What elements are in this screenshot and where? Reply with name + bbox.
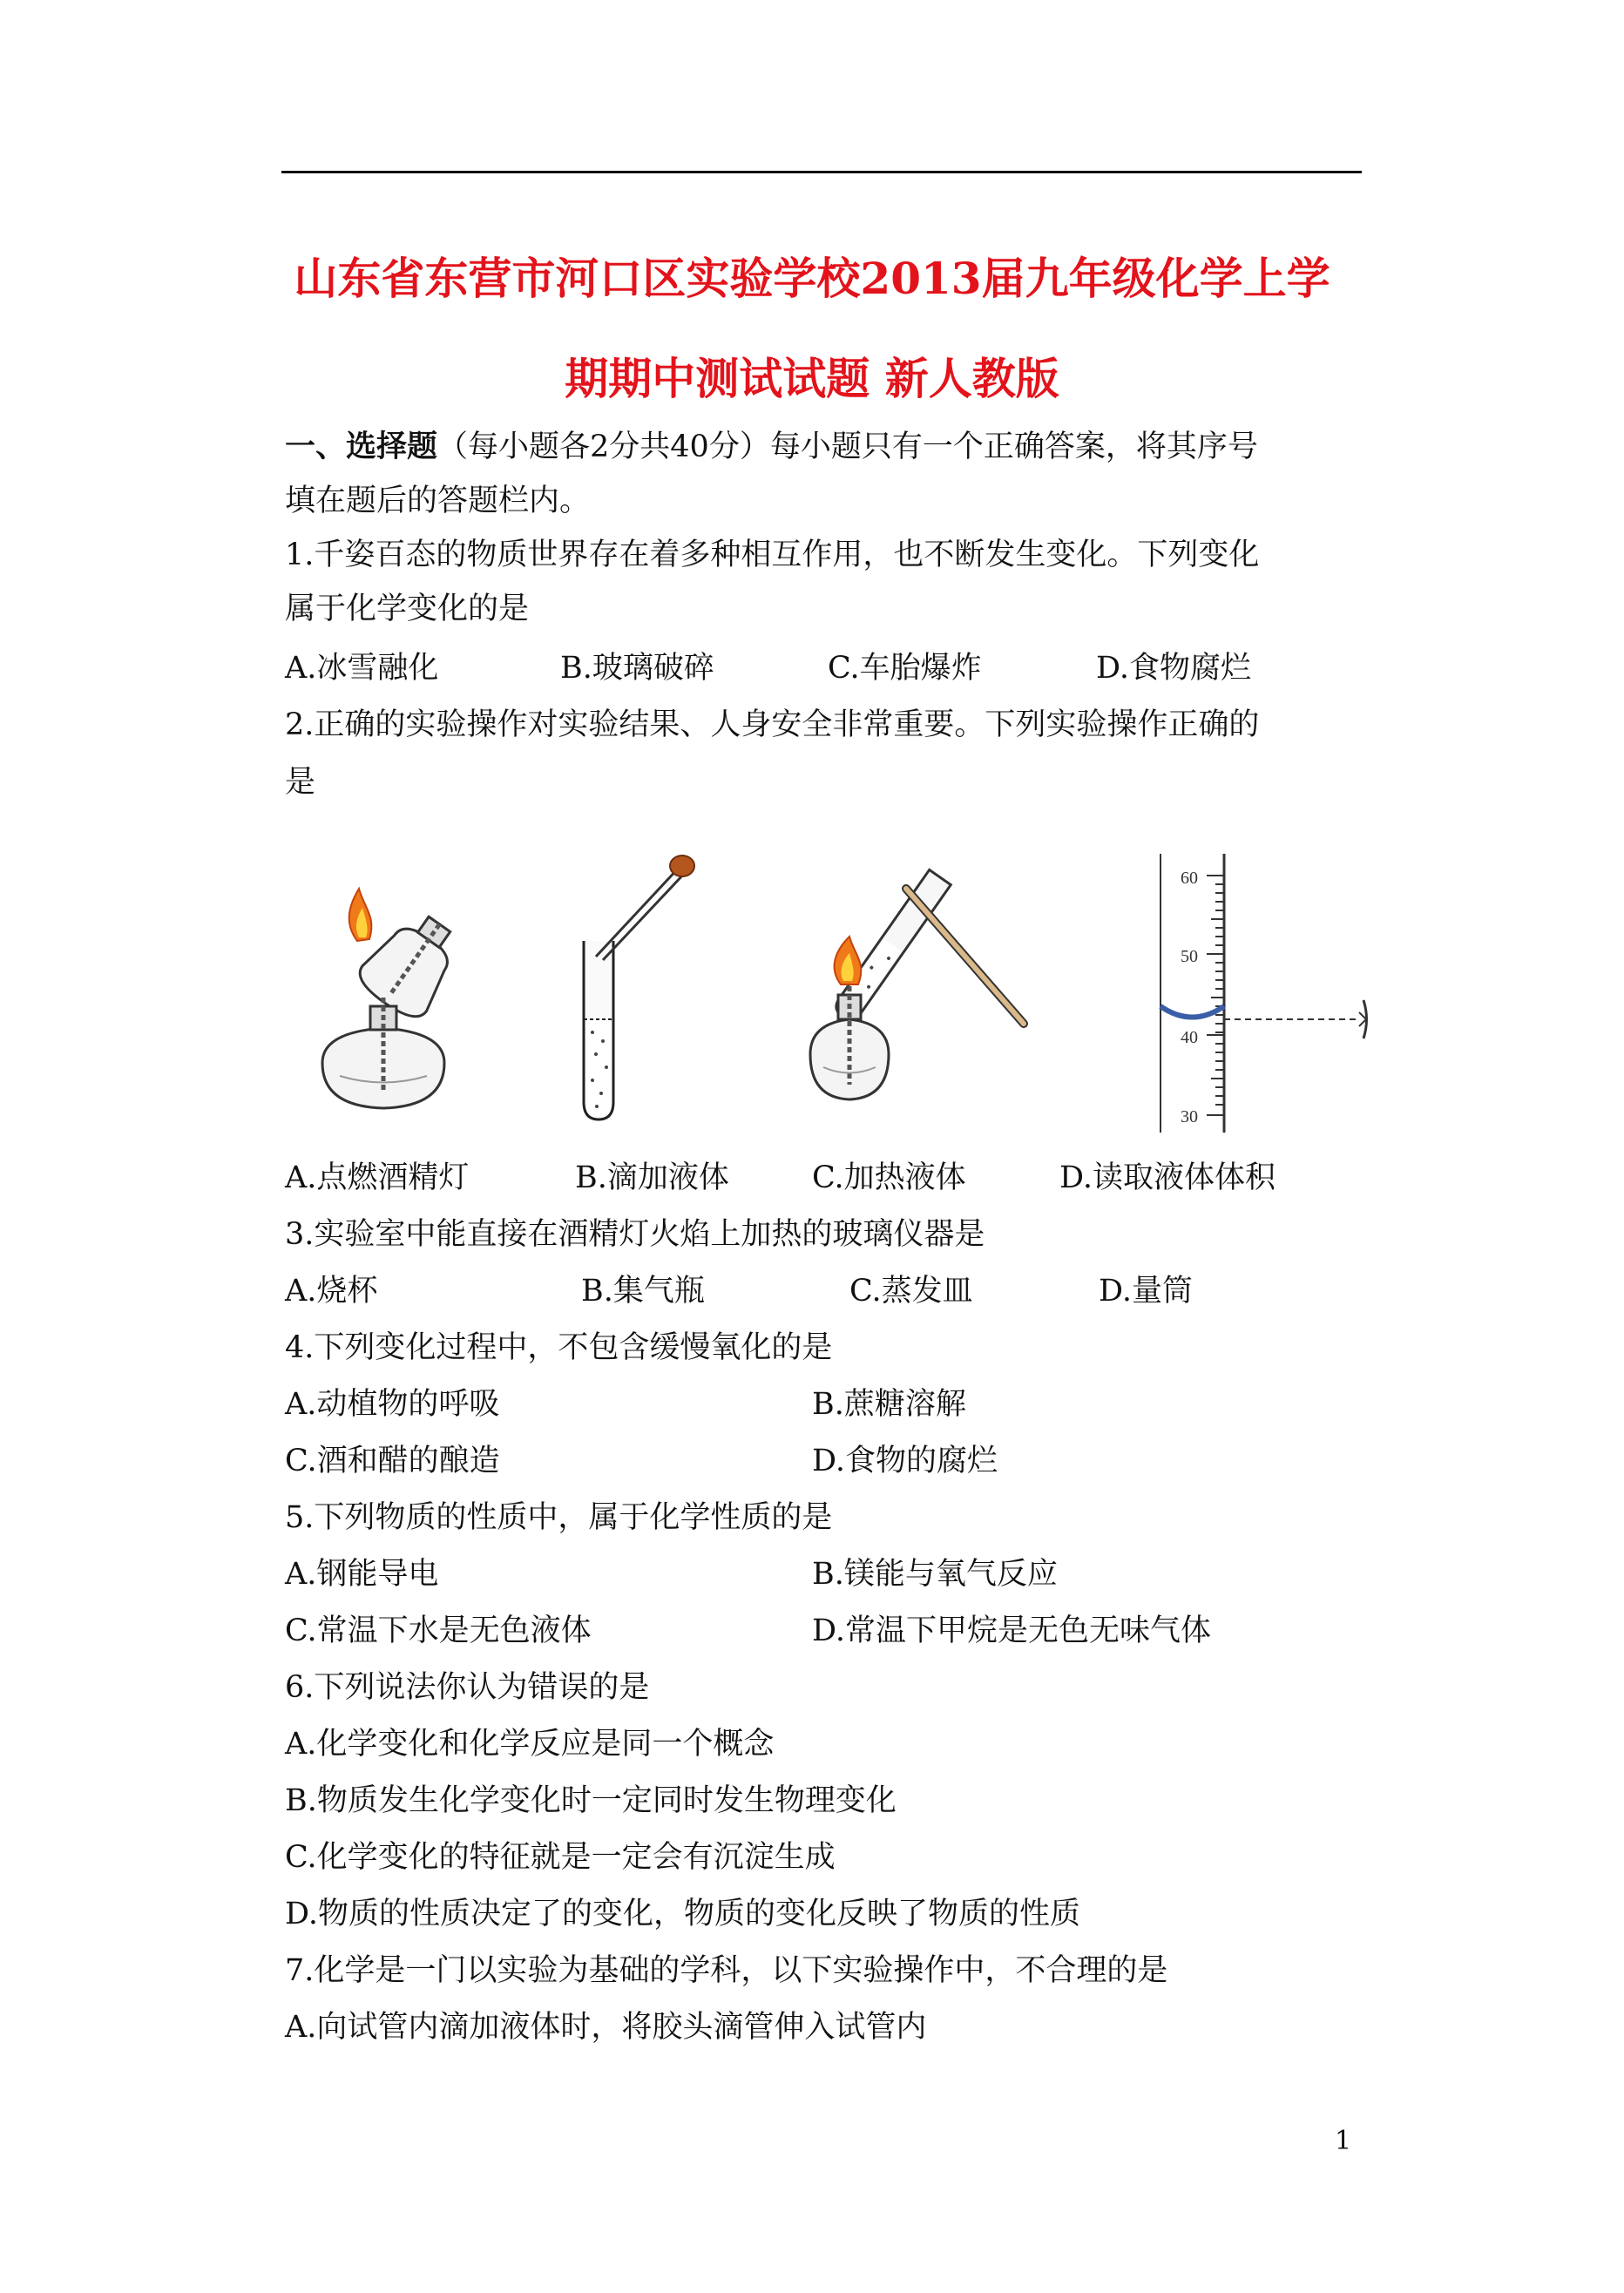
q1-option-a: A.冰雪融化 xyxy=(285,651,439,686)
q2-option-b: B.滴加液体 xyxy=(575,1160,729,1195)
cylinder-tick-40: 40 xyxy=(1181,1028,1198,1047)
q2-option-a: A.点燃酒精灯 xyxy=(285,1160,470,1195)
q4-option-c: C.酒和醋的酿造 xyxy=(285,1444,500,1478)
q7-option-a: A.向试管内滴加液体时，将胶头滴管伸入试管内 xyxy=(285,2010,927,2045)
q5-option-d: D.常温下甲烷是无色无味气体 xyxy=(812,1613,1211,1648)
cylinder-tick-60: 60 xyxy=(1181,869,1198,888)
q6-option-c: C.化学变化的特征就是一定会有沉淀生成 xyxy=(285,1840,836,1875)
figure-lighting-alcohol-lamp xyxy=(296,854,470,1133)
section-intro-line-2: 填在题后的答题栏内。 xyxy=(285,484,591,518)
q4-stem: 4.下列变化过程中，不包含缓慢氧化的是 xyxy=(285,1330,833,1365)
document-title-line-1: 山东省东营市河口区实验学校2013届九年级化学上学 xyxy=(294,253,1330,304)
q1-option-c: C.车胎爆炸 xyxy=(828,651,982,686)
page-number: 1 xyxy=(1335,2126,1352,2156)
q4-option-a: A.动植物的呼吸 xyxy=(285,1387,500,1422)
q1-stem-line-1: 1.千姿百态的物质世界存在着多种相互作用，也不断发生变化。下列变化 xyxy=(285,538,1260,572)
q3-option-d: D.量筒 xyxy=(1099,1274,1193,1309)
q1-option-b: B.玻璃破碎 xyxy=(560,651,714,686)
q6-option-b: B.物质发生化学变化时一定同时发生物理变化 xyxy=(285,1783,897,1818)
q5-stem: 5.下列物质的性质中，属于化学性质的是 xyxy=(285,1500,833,1535)
q2-stem-line-1: 2.正确的实验操作对实验结果、人身安全非常重要。下列实验操作正确的 xyxy=(285,707,1260,742)
section-intro-line-1 xyxy=(285,428,1258,466)
section-heading: 一、选择题 xyxy=(285,429,438,464)
q2-option-c: C.加热液体 xyxy=(812,1160,966,1195)
figure-heating-liquid xyxy=(802,854,1037,1133)
q3-option-b: B.集气瓶 xyxy=(581,1274,705,1309)
q1-option-d: D.食物腐烂 xyxy=(1096,651,1251,686)
q5-option-c: C.常温下水是无色液体 xyxy=(285,1613,592,1648)
q1-stem-line-2: 属于化学变化的是 xyxy=(285,592,530,626)
q5-option-a: A.钢能导电 xyxy=(285,1557,439,1592)
q2-option-d: D.读取液体体积 xyxy=(1059,1160,1276,1195)
figure-dropping-liquid xyxy=(558,854,714,1133)
q7-stem: 7.化学是一门以实验为基础的学科，以下实验操作中，不合理的是 xyxy=(285,1953,1168,1988)
q6-option-d: D.物质的性质决定了的变化，物质的变化反映了物质的性质 xyxy=(285,1897,1080,1931)
header-rule xyxy=(281,171,1362,173)
q6-stem: 6.下列说法你认为错误的是 xyxy=(285,1670,650,1705)
figure-reading-cylinder xyxy=(1141,854,1377,1141)
q3-option-c: C.蒸发皿 xyxy=(849,1274,973,1309)
q3-option-a: A.烧杯 xyxy=(285,1274,378,1309)
q2-stem-line-2: 是 xyxy=(285,765,316,800)
section-intro-text: （每小题各2分共40分）每小题只有一个正确答案，将其序号 xyxy=(437,430,1258,464)
q4-option-b: B.蔗糖溶解 xyxy=(812,1387,966,1422)
q6-option-a: A.化学变化和化学反应是同一个概念 xyxy=(285,1727,775,1762)
q4-option-d: D.食物的腐烂 xyxy=(812,1444,998,1478)
cylinder-tick-50: 50 xyxy=(1181,947,1198,966)
q5-option-b: B.镁能与氧气反应 xyxy=(812,1557,1058,1592)
q3-stem: 3.实验室中能直接在酒精灯火焰上加热的玻璃仪器是 xyxy=(285,1217,985,1252)
cylinder-tick-30: 30 xyxy=(1181,1107,1198,1126)
document-title-line-2: 期期中测试试题 新人教版 xyxy=(565,353,1059,404)
